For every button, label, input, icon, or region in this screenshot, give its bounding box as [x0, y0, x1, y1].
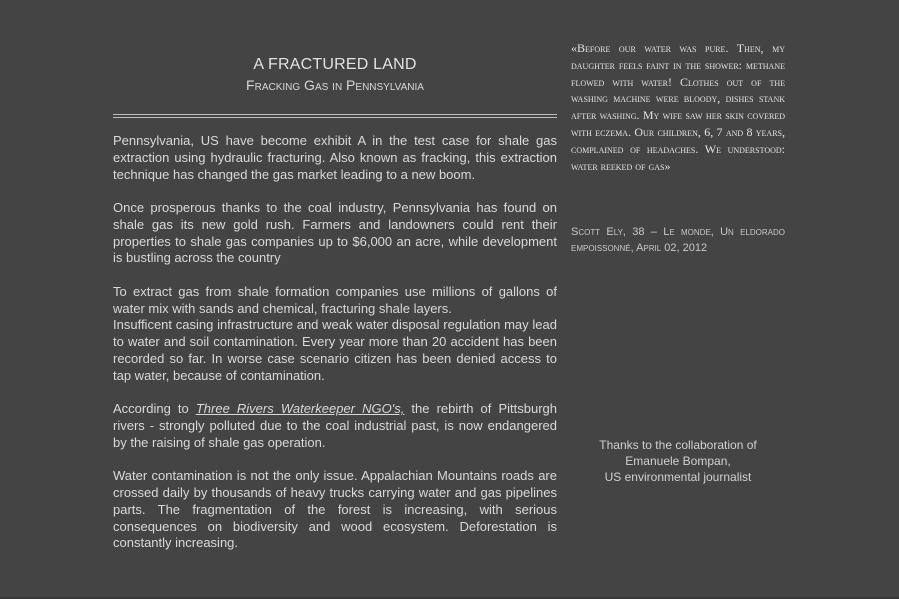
acknowledgement-line3: US environmental journalist [604, 470, 752, 484]
paragraph-pittsburgh [113, 401, 557, 451]
acknowledgement [571, 437, 785, 485]
paragraph-extraction-line2: Insufficent casing infrastructure and weak water disposal regulation may lead to water and soil contamination. Every year more than 20 accident has been recorded so far. In worse case scenario citizen has been denied access to tap water, because of contamination. [113, 317, 557, 383]
acknowledgement-line2: Emanuele Bompan, [625, 454, 731, 468]
waterkeeper-link[interactable]: Three Rivers Waterkeeper NGO's, [195, 401, 405, 417]
testimony-quote: «Before our water was pure. Then, my daughter feels faint in the shower: methane flowed with water! Clothes out of the washing machine were bloody, dishes stank after washing. My wife saw her skin covered with eczema. Our children, 6, 7 and 8 years, complained of headaches. We understood: water reeked of gas» [571, 41, 785, 173]
paragraph-extraction-line1: To extract gas from shale formation companies use millions of gallons of water mix with sands and chemical, fracturing shale layers. [113, 283, 557, 316]
article-body [113, 133, 557, 569]
page-title: A FRACTURED LAND [253, 56, 417, 73]
paragraph-pittsburgh-lead: According to [113, 401, 196, 417]
paragraph-gold-rush: Once prosperous thanks to the coal industry, Pennsylvania has found on shale gas its new gold rush. Farmers and landowners could rent their properties to shale gas companies up to $6,000 an acre, while development is bustling across the country [113, 199, 557, 266]
paragraph-pittsburgh-rest: the rebirth of Pittsburgh rivers - strongly polluted due to the coal industrial past, is now endangered by the raising of shale gas operation. [113, 401, 557, 450]
header-divider [113, 114, 557, 118]
article-header [113, 55, 557, 94]
paragraph-intro: Pennsylvania, US have become exhibit A in the test case for shale gas extraction using hydraulic fracturing. Also known as fracking, this extraction technique has changed the gas market leading to a new boom. [113, 133, 557, 182]
page-subtitle: Fracking Gas in Pennsylvania [246, 77, 424, 93]
acknowledgement-line1: Thanks to the collaboration of [599, 438, 757, 452]
quote-citation: Scott Ely, 38 – Le monde, Un eldorado empoissonné, April 02, 2012 [571, 226, 785, 254]
paragraph-extraction [113, 284, 557, 385]
paragraph-forest: Water contamination is not the only issue. Appalachian Mountains roads are crossed daily by thousands of heavy trucks carrying water and gas pipelines parts. The fragmentation of the forest is increasing, with serious consequences on biodiversity and wood ecosystem. Deforestation is constantly increasing. [113, 468, 557, 551]
